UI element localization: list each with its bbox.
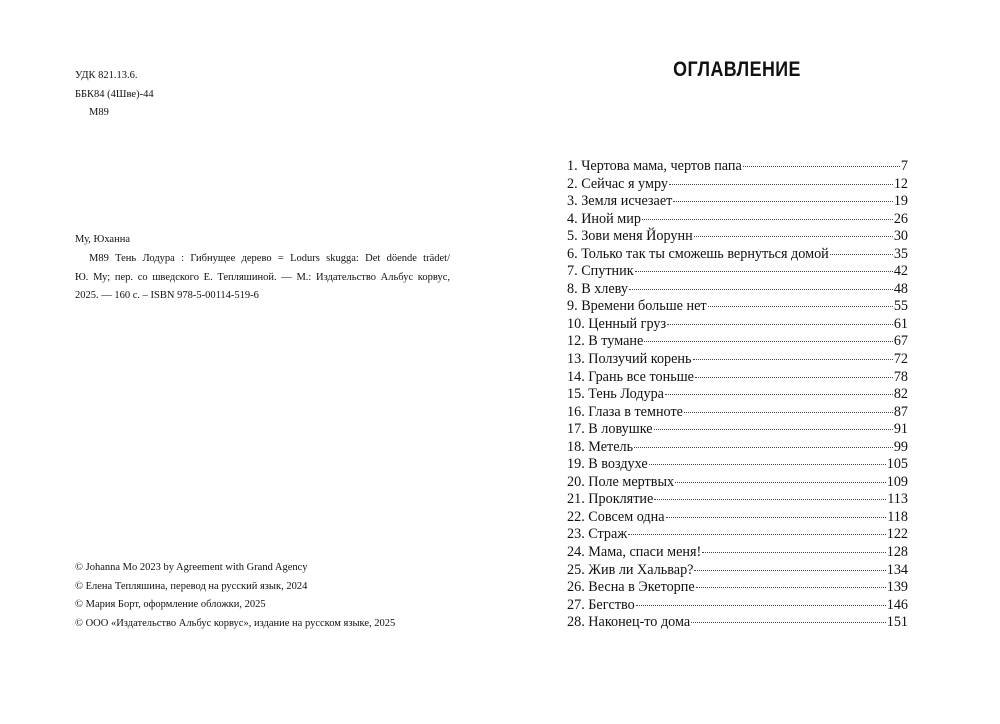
dot-leader [667,324,893,325]
toc-entry-page: 105 [886,456,908,473]
toc-entry-page: 30 [893,228,908,245]
toc-entry-page: 78 [893,368,908,385]
toc-entry [567,421,908,439]
toc-entry-title: 23. Страж [567,526,628,543]
copyright-line: © Мария Борт, оформление обложки, 2025 [75,599,266,610]
toc-entry [567,386,908,404]
toc-entry-title: 26. Весна в Экеторпе [567,579,695,596]
dot-leader [642,219,893,220]
toc-entry-title: 10. Ценный груз [567,315,667,332]
toc-entry [567,281,908,299]
toc-entry-page: 61 [893,315,908,332]
toc-entry-title: 7. Спутник [567,263,634,280]
dot-leader [634,447,893,448]
dot-leader [702,552,886,553]
dot-leader [628,534,886,535]
udk-code: УДК 821.13.6. [75,70,138,81]
author-mark: М89 [89,107,109,118]
dot-leader [635,271,893,272]
dot-leader [666,517,887,518]
dot-leader [694,236,893,237]
toc-entry-title: 22. Совсем одна [567,508,665,525]
copyright-line: © Johanna Mo 2023 by Agreement with Grand Agency [75,562,308,573]
toc-entry-page: 87 [893,403,908,420]
toc-entry-page: 67 [893,333,908,350]
toc-entry-page: 35 [893,245,908,262]
dot-leader [665,394,893,395]
toc-entry-page: 82 [893,386,908,403]
toc-entry-title: 4. Иной мир [567,210,641,227]
toc-entry-page: 146 [886,596,908,613]
toc-entry [567,298,908,316]
toc-entry-page: 134 [886,561,908,578]
toc-entry-title: 15. Тень Лодура [567,386,664,403]
toc-entry-title: 1. Чертова мама, чертов папа [567,158,742,174]
toc-entry-page: 113 [887,491,908,508]
dot-leader [691,622,886,623]
toc-entry-page: 122 [886,526,908,543]
dot-leader [654,429,893,430]
toc-entry-title: 14. Грань все тоньше [567,368,694,385]
dot-leader [743,166,900,167]
toc-entry-title: 12. В тумане [567,333,644,350]
toc-entry-title: 27. Бегство [567,596,635,613]
toc-entry-page: 99 [893,438,908,455]
toc-entry [567,263,908,281]
toc-entry [567,193,908,211]
toc-entry-page: 109 [886,473,908,490]
toc-entry [567,211,908,229]
dot-leader [673,201,892,202]
toc-entry-title: 18. Метель [567,438,634,455]
toc-entry-page: 91 [893,421,908,438]
dot-leader [684,412,893,413]
toc-entry [567,526,908,544]
toc-entry-page: 55 [893,298,908,315]
toc-entry-title: 28. Наконец-то дома [567,614,691,631]
dot-leader [629,289,893,290]
toc-entry-title: 8. В хлеву [567,280,628,297]
toc-entry [567,456,908,474]
dot-leader [696,587,886,588]
toc-entry [567,509,908,527]
toc-entry-title: 2. Сейчас я умру [567,175,668,192]
author-name: Му, Юханна [75,234,130,245]
toc-entry [567,562,908,580]
toc-entry [567,614,908,632]
toc-entry-page: 26 [893,210,908,227]
toc-entry [567,228,908,246]
copyright-line: © ООО «Издательство Альбус корвус», издание на русском языке, 2025 [75,618,396,629]
dot-leader [654,499,886,500]
toc-entry-title: 6. Только так ты сможешь вернуться домой [567,245,829,262]
toc-entry [567,404,908,422]
toc-entry-page: 12 [893,175,908,192]
dot-leader [693,359,893,360]
toc-heading: ОГЛАВЛЕНИЕ [673,58,801,81]
toc-entry-page: 19 [893,193,908,210]
bib-line-1: М89 Тень Лодура : Гибнущее дерево = Lodurs skugga: Det döende trädet/ [89,253,450,264]
dot-leader [675,482,886,483]
toc-entry [567,579,908,597]
toc-entry-page: 128 [886,544,908,561]
toc-entry-title: 17. В ловушке [567,421,653,438]
copyright-line: © Елена Тепляшина, перевод на русский язык, 2024 [75,581,308,592]
toc-entry-page: 118 [887,508,908,525]
toc-entry [567,474,908,492]
toc-entry [567,333,908,351]
bib-line-3: 2025. — 160 с. – ISBN 978-5-00114-519-6 [75,290,259,301]
dot-leader [830,254,893,255]
toc-entry [567,369,908,387]
table-of-contents [567,158,908,632]
toc-entry-title: 16. Глаза в темноте [567,403,683,420]
toc-entry [567,597,908,615]
toc-entry-page: 42 [893,263,908,280]
toc-entry [567,491,908,509]
bbk-code: ББК84 (4Шве)-44 [75,89,154,100]
dot-leader [708,306,893,307]
toc-entry-page: 139 [886,579,908,596]
dot-leader [649,464,886,465]
toc-entry [567,158,908,176]
dot-leader [695,377,893,378]
toc-entry-page: 151 [886,614,908,631]
toc-entry [567,351,908,369]
toc-entry [567,316,908,334]
dot-leader [644,341,893,342]
toc-entry-page: 72 [893,351,908,368]
bib-line-2: Ю. Му; пер. со шведского Е. Тепляшиной. — М.: Издательство Альбус корвус, [75,272,450,283]
dot-leader [636,605,886,606]
toc-entry-page: 48 [893,280,908,297]
toc-entry-title: 9. Времени больше нет [567,298,707,315]
dot-leader [669,184,893,185]
toc-entry-title: 25. Жив ли Хальвар? [567,561,694,578]
toc-entry-title: 13. Ползучий корень [567,351,692,368]
toc-entry [567,176,908,194]
toc-entry-title: 21. Проклятие [567,491,654,508]
toc-entry-title: 5. Зови меня Йорунн [567,228,693,245]
toc-entry-title: 24. Мама, спаси меня! [567,544,702,561]
toc-entry-page: 7 [900,158,908,174]
toc-entry [567,544,908,562]
toc-entry [567,439,908,457]
toc-entry-title: 3. Земля исчезает [567,193,673,210]
dot-leader [694,570,885,571]
toc-entry-title: 20. Поле мертвых [567,473,675,490]
toc-entry-title: 19. В воздухе [567,456,648,473]
toc-entry [567,246,908,264]
